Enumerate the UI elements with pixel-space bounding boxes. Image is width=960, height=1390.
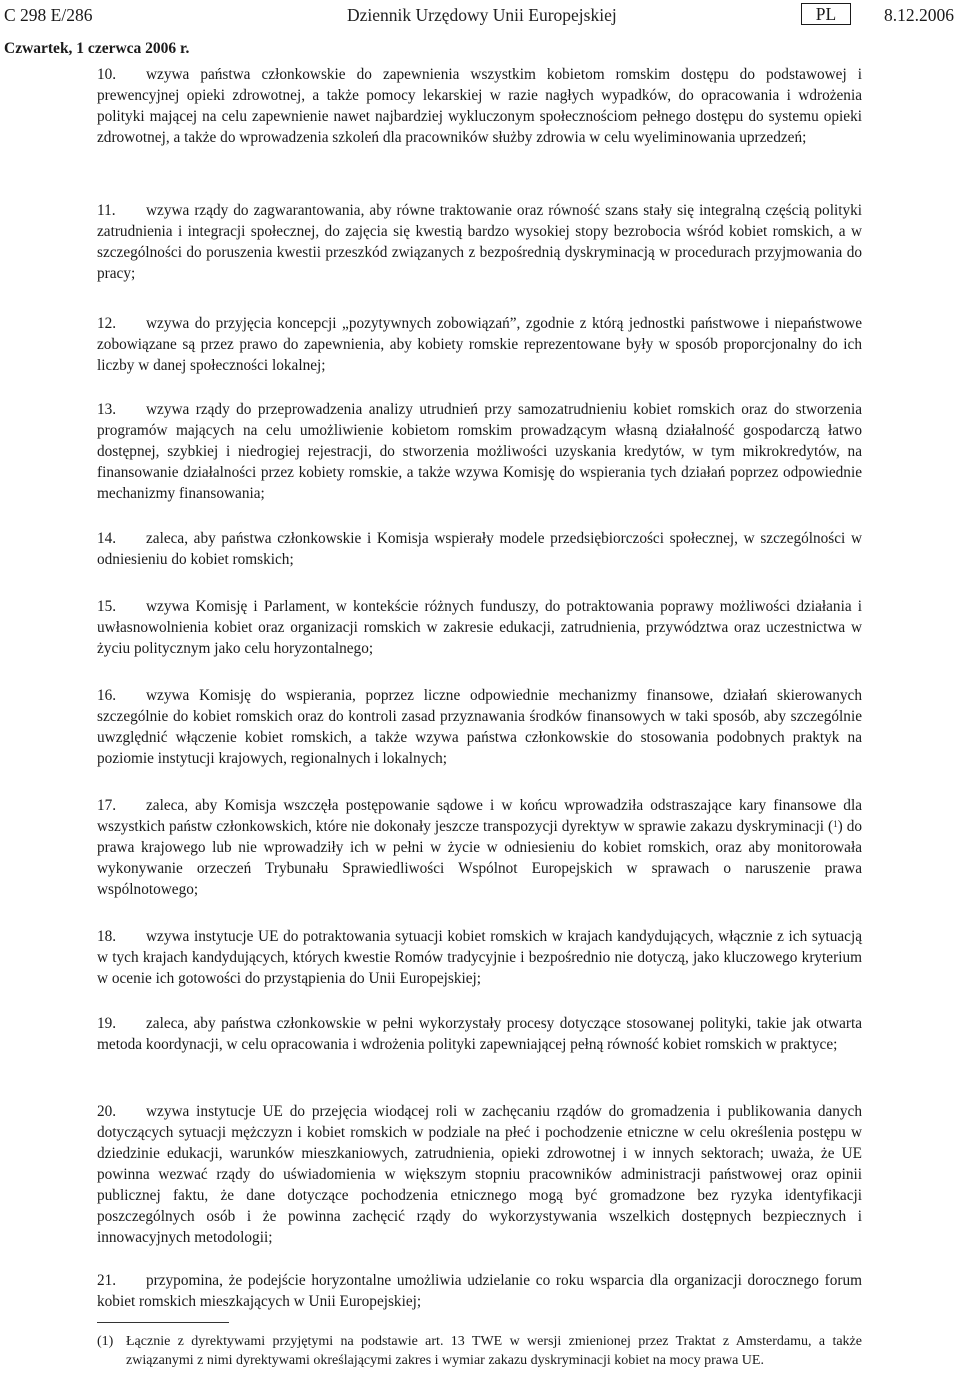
journal-title: Dziennik Urzędowy Unii Europejskiej xyxy=(347,5,617,25)
paragraph-number: 15. xyxy=(97,598,117,615)
paragraph-number: 20. xyxy=(97,1103,117,1120)
paragraph-text: wzywa instytucje UE do przejęcia wiodącej roli w zachęcaniu rządów do gromadzenia i publikowania danych dotyczących sytuacji mężczyzn i kobiet romskich w podziale na płeć i pochodzenie etniczne w celu określenia postępu w dziedzinie edukacji, warunków mieszkaniowych, zatrudnienia, opieki zdrowotnej i w innych sektorach; uważa, że UE powinna wezwać rządy do uświadomienia w większym stopniu pracowników administracji państwowej oraz opinii publicznej faktu, że dane dotyczące pochodzenia etnicznego mogą być gromadzone bez ryzyka identyfikacji poszczególnych osób i że powinna zachęcić rządy do wykorzystywania wszelkich dostępnych bezpiecznych i innowacyjnych metodologii; xyxy=(97,1103,862,1246)
paragraph-18 xyxy=(97,926,862,989)
publication-date: 8.12.2006 xyxy=(884,5,954,25)
paragraph-text-continued: ) do prawa krajowego lub nie wprowadziły ich w pełni w życie w odniesieniu do kobiet romskich, oraz aby monitorowała wykonywanie orzeczeń Trybunału Sprawiedliwości Wspólnot Europejskich w sprawach o naruszenie prawa wspólnotowego; xyxy=(97,818,863,898)
paragraph-text: zaleca, aby państwa członkowskie i Komisja wspierały modele przedsiębiorczości społecznej, w szczególności w odniesieniu do kobiet romskich; xyxy=(97,530,862,568)
paragraph-number: 19. xyxy=(97,1015,117,1032)
footnote-reference: 1 xyxy=(833,819,838,829)
paragraph-15 xyxy=(97,596,862,659)
footnote-divider xyxy=(97,1322,229,1323)
paragraph-text: wzywa państwa członkowskie do zapewnienia wszystkim kobietom romskim dostępu do podstawowej i prewencyjnej opieki zdrowotnej, a także pomocy lekarskiej w razie nagłych wypadków, do opracowania i wdrożenia polityki mającej na celu zapewnienie nawet najbardziej wykluczonym społecznościom pełnego dostępu do systemu opieki zdrowotnej, a także do wprowadzenia szkoleń dla pracowników służby zdrowia w celu wyeliminowania uprzedzeń; xyxy=(97,66,862,146)
paragraph-number: 21. xyxy=(97,1272,117,1289)
page-header xyxy=(4,3,954,27)
paragraph-13 xyxy=(97,399,862,504)
paragraph-11 xyxy=(97,200,862,284)
paragraph-19 xyxy=(97,1013,862,1055)
paragraph-text: wzywa do przyjęcia koncepcji „pozytywnych zobowiązań”, zgodnie z którą jednostki państwowe i niepaństwowe zobowiązane są przez prawo do zapewnienia, aby kobiety romskie reprezentowane były w sposób proporcjonalny do ich liczby w danej społeczności lokalnej; xyxy=(97,315,862,374)
footnote xyxy=(97,1333,862,1370)
language-badge: PL xyxy=(801,3,851,25)
page-reference: C 298 E/286 xyxy=(4,5,93,25)
paragraph-text: wzywa Komisję i Parlament, w kontekście różnych funduszy, do potraktowania poprawy możliwości działania i uwłasnowolnienia kobiet oraz organizacji romskich w zakresie edukacji, zatrudnienia, przywództwa oraz uczestnictwa w życiu politycznym jako celu horyzontalnego; xyxy=(97,598,862,657)
paragraph-20 xyxy=(97,1101,862,1248)
paragraph-number: 17. xyxy=(97,797,117,814)
paragraph-12 xyxy=(97,313,862,376)
paragraph-number: 16. xyxy=(97,687,117,704)
paragraph-number: 14. xyxy=(97,530,117,547)
paragraph-number: 10. xyxy=(97,66,117,83)
paragraph-10 xyxy=(97,64,862,148)
session-date: Czwartek, 1 czerwca 2006 r. xyxy=(4,40,190,57)
paragraph-number: 13. xyxy=(97,401,117,418)
paragraph-number: 11. xyxy=(97,202,116,219)
paragraph-number: 18. xyxy=(97,928,117,945)
paragraph-text: wzywa rządy do zagwarantowania, aby równe traktowanie oraz równość szans stały się integralną częścią polityki zatrudnienia i integracji społecznej, do zajęcia się kwestią bardzo wysokiej stopy bezrobocia wśród kobiet romskich, a w szczególności do poruszenia kwestii przeszkód związanych z bezpośrednią dyskryminacją w procedurach przyjmowania do pracy; xyxy=(97,202,862,282)
paragraph-17 xyxy=(97,795,862,900)
footnote-text: Łącznie z dyrektywami przyjętymi na podstawie art. 13 TWE w wersji zmienionej przez Traktat z Amsterdamu, a także związanymi z nimi dyrektywami określającymi zakres i wymiar zakazu dyskryminacji kobiet na mocy prawa UE. xyxy=(126,1334,862,1368)
paragraph-text: przypomina, że podejście horyzontalne umożliwia udzielanie co roku wsparcia dla organizacji dorocznego forum kobiet romskich mieszkających w Unii Europejskiej; xyxy=(97,1272,862,1310)
paragraph-text: wzywa rządy do przeprowadzenia analizy utrudnień przy samozatrudnieniu kobiet romskich oraz do stworzenia programów mających na celu umożliwienie kobietom romskim prowadzącym własną działalność gospodarczą łatwo dostępnej, szybkiej i niedrogiej rejestracji, do stworzenia możliwości uzyskania kredytów, w tym mikrokredytów, na finansowanie działalności przez kobiety romskie, a także wzywa Komisję do wspierania tych działań poprzez odpowiednie mechanizmy finansowania; xyxy=(97,401,862,502)
paragraph-text: wzywa instytucje UE do potraktowania sytuacji kobiet romskich w krajach kandydujących, włącznie z ich sytuacją w tych krajach kandydujących, których kwestie Romów tradycyjnie i bezpośrednio nie dotyczą, jako kluczowego kryterium w ocenie ich gotowości do przystąpienia do Unii Europejskiej; xyxy=(97,928,862,987)
paragraph-14 xyxy=(97,528,862,570)
paragraph-text: zaleca, aby państwa członkowskie w pełni wykorzystały procesy dotyczące stosowanej polityki, takie jak otwarta metoda koordynacji, w celu opracowania i wdrożenia polityki zapewniającej pełną równość kobiet romskich w praktyce; xyxy=(97,1015,862,1053)
paragraph-text: zaleca, aby Komisja wszczęła postępowanie sądowe i w końcu wprowadziła odstraszające kary finansowe dla wszystkich państw członkowskich, które nie dokonały jeszcze transpozycji dyrektyw w sprawie zakazu dyskryminacji ( xyxy=(97,797,862,835)
paragraph-16 xyxy=(97,685,862,769)
footnote-mark: (1) xyxy=(97,1334,114,1349)
paragraph-21 xyxy=(97,1270,862,1312)
paragraph-text: wzywa Komisję do wspierania, poprzez liczne odpowiednie mechanizmy finansowe, działań skierowanych szczególnie do kobiet romskich oraz do kontroli zasad przyznawania środków finansowych w taki sposób, aby szczególnie uwzględnić włączenie kobiet romskich, a także wzywa państwa członkowskie do stosowania podobnych praktyk na poziomie instytucji krajowych, regionalnych i lokalnych; xyxy=(97,687,862,767)
paragraph-number: 12. xyxy=(97,315,117,332)
